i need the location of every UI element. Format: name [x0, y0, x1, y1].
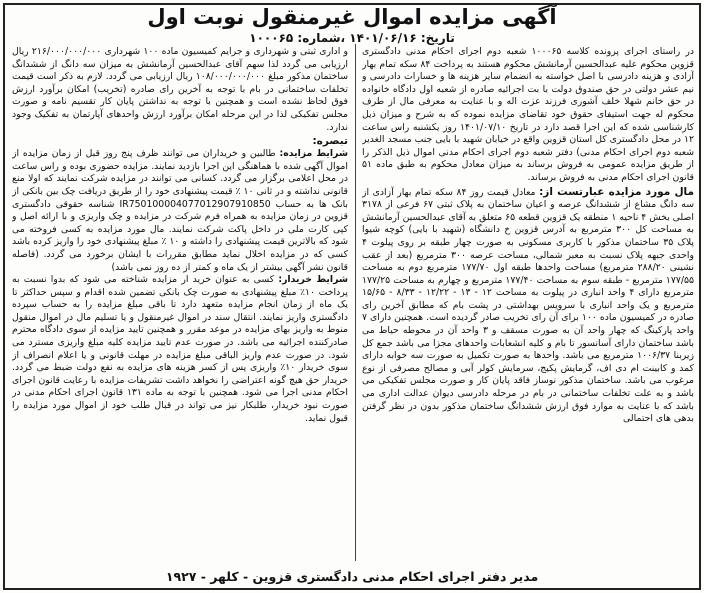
column-divider — [355, 44, 356, 561]
valuation-paragraph: و اداری ثبتی و شهرداری و جرایم کمیسیون ماده ۱۰۰ شهرداری ۲۱۶/۰۰۰/۰۰۰/۰۰۰ ریال ارزیابی می گردد لذا سهم آقای عبدالحسین آرمانشش به میزان سه دانگ از ششدانگ ساختمان مذکور مبلغ ۱۰۸/۰۰۰/۰۰۰/۰۰۰ ریال ارزیابی می گردد. لازم به ذکر است قیمت تخلفات ساختمانی در بام با توجه به آخرین رای صادره (تخریب) امکان برآورد ارزش فوق لحاظ نشده است و همچنین با توجه به نداشتن پایان کار تقسیم نامه و صورت مجلس تفکیکی لذا در این مرحله امکان برآورد ارزش واحدهای آپارتمان به تفکیک وجود ندارد. — [12, 46, 348, 133]
notice-date-number: تاریخ: ۱۴۰۱/۰۶/۱۶ ،شماره: ۱۰۰۰۶۵ — [249, 31, 455, 45]
auction-terms-paragraph — [12, 148, 348, 274]
left-column — [12, 46, 348, 563]
buyer-terms-text: کسی به عنوان خرید ار مزایده شناخته می شود که بدوا نسبت به پرداخت ۱۰٪ مبلغ پیشنهادی به صورت چک بانکی تضمین شده اقدام و سپس حداکثر تا یک ماه از زمان انجام مزایده متعهد دارد تا باقی مبلغ مزایده را به حساب سپرده دادگستری واریز نمایند. انتقال سند در اموال غیرمنقول و یا تسلیم مال در اموال منقول منوط به واریز بهای مزایده در موعد مقرر و همچنین تایید مزایده از سوی دادگاه محترم صادرکننده اجرائیه می باشد. در صورت عدم تایید مزایده کلیه مبلغ واریزی مسترد می شود. در صورت عدم واریز الباقی مبلغ مزایده در مهلت قانونی و یا اعلام انصراف از سوی خریدار ۱۰٪ واریزی پس از کسر هزینه های مزایده به نفع دولت ضبط می گردد. خریدار حق هیچ گونه اعتراضی را نخواهد داشت تشریفات مزایده با رعایت قانون اجرای احکام مدنی اجرا می شود. همچنین با توجه به ماده ۱۳۱ قانون اجرای احکام مدنی در صورت نبود خریدار، طلبکار نیز می تواند در قبال طلب خود از اموال مورد مزایده را قبول نماید. — [12, 274, 348, 424]
buyer-terms-heading: شرایط خریدار: — [278, 274, 348, 286]
intro-paragraph: در راستای اجرای پرونده کلاسه ۱۰۰۰۶۵ شعبه دوم اجرای احکام مدنی دادگستری قزوین محکوم علیه عبدالحسین آرمانشش محکوم هستند به پرداخت ۸۴ سکه تمام بهار آزادی و هزینه دادرسی با اصل خواسته به انضمام سایر هزینه ها و خسارات دادرسی و نیم عشر دولتی در حق صندوق دولت با بت اجرائیه صادره از شعبه اول دادگاه خانواده در حق خانم شهلا خلف آشوری فرزند عزت اله و با عنایت به معرفی مال از طرف محکوم له جهت استیفای حقوق خود تقاضای مزایده نموده که به شرح و میزان ذیل کارشناسی شده که این اجرا قصد دارد در تاریخ ۱۴۰۱/۰۷/۱۰ روز یکشنبه راس ساعت ۱۲ در محل دادگستری کل استان قزوین واقع در خیابان شهید با بایی جنب مسجد الغدیر شعبه دوم اجرای احکام مدنی) دفتر شعبه دوم اجرای احکام مدنی اموال ذیل الذکر را از طریق مزایده عمومی به فروش برساند به میزان معادل محکوم به طبق ماده ۵۱ قانون اجرای احکام مدنی به فروش برساند. — [362, 46, 694, 183]
property-description: معادل قیمت روز ۸۴ سکه تمام بهار آزادی از سه دانگ مشاع از ششدانگ عرصه و اعیان ساختمان به پلاک ثبتی ۶۷ فرعی از ۳۱۷۸ اصلی بخش ۴ ناحیه ۱ منطقه یک قزوین قطعه ۶۵ متعلق به آقای عبدالحسین آرمانشش به مساحت کل ۳۰۰ مترمربع به آدرس قزوین خ دانشگاه (شهید با بایی) کوچه شیوا پلاک ۳۵ ساختمان مذکور با کاربری مسکونی به صورت چهار طبقه بر روی پیلوت ۴ واحدی جبهه پلاک نسبت به معبر شمالی، مساحت عرصه ۳۰۰ مترمربع (بعد از عقب نشینی ۲۸۸/۲۰ مترمربع) مساحت واحدها طبقه اول ۱۷۷/۷۰ مترمربع دوم به مساحت ۱۷۷/۵۵ مترمربع - طبقه سوم به مساحت ۱۷۷/۴۰ مترمربع و چهارم به مساحت ۱۷۷/۲۵ مترمربع دارای ۴ واحد انباری در پیلوت به مساحت ۱۲ - ۱۳ - ۱۲/۲۲ - ۸/۳۳ - ۱۵/۶۵ مترمربع و یک واحد انباری با سرویس بهداشتی در پشت بام که مطابق آخرین رای صادره در کمیسیون ماده ۱۰۰ برای آن رای تخریب صادر گردیده است. همچنین دارای ۷ واحد پارکینگ که چهار واحد آن به صورت مسقف و ۳ واحد آن در محوطه حیاط می باشد ساختمان دارای آسانسور تا بام و کلیه انشعابات واحدهای مجزا می باشد جمع کل زیربنا ۱۰۰۶/۳۷ مترمربع می باشد. واحدها به صورت تکمیل به صورت سه خوابه دارای کمد و کابینت ام دی اف، گرمایش پکیج، سرمایش کولر آبی و مصالح مصرفی از نوع مرغوب می باشد. ساختمان مذکور نوساز فاقد پایان کار و صورت مجلس تفکیکی می باشد و به علت تخلفات ساختمانی در بام در مرحله دادرسی دیوان عدالت اداری می باشد که با عنایت به موارد فوق ارزش ششدانگ ساختمان مذکور بدون در نظر گرفتن بدهی های احتمالی — [362, 186, 694, 425]
property-paragraph — [362, 185, 694, 426]
buyer-terms-paragraph — [12, 274, 348, 425]
notice-title: آگهی مزایده اموال غیرمنقول نوبت اول — [147, 5, 557, 29]
auction-terms-heading: شرایط مزایده: — [279, 148, 348, 160]
right-column — [362, 46, 694, 563]
signature-line: مدیر دفتر اجرای احکام مدنی دادگستری قزوین - کلهر - ۱۹۲۷ — [165, 569, 539, 584]
notes-heading: تبصره: — [312, 135, 348, 148]
notice-header — [0, 4, 704, 46]
property-heading: مال مورد مزایده عبارتست از: — [539, 185, 694, 198]
auction-terms-text: طالبین و خریداران می توانند ظرف پنج روز قبل از زمان مزایده از اموال آگهی شده با هماهنگی این اجرا بازدید نمایند. مزایده حضوری بوده و راس ساعت در محل اعلامی برگزار می گردد. کسانی می توانند در مزایده شرکت نمایند که اولا منع قانونی نداشته و در ثانی ۱۰ ٪ قیمت پیشنهادی خود را از طریق دریافت چک بین بانکی از بانک ها به حساب IR750100004077012907910850 شناسه حقوقی دادگستری قزوین در زمان مزایده به همراه فرم شرکت در مزایده و چک واریزی و با ارائه اصل و کپی کارت ملی در داخل پاکت شرکت نمایند. مال مورد مزایده به کسی فروخته می شود که بالاترین قیمت پیشنهادی را داشته و ۱۰ ٪ مبلغ پیشنهادی خود را واریز کرده باشد کسی که در مزایده اخلال نماید مطابق مقررات با ایشان برخورد می گردد. (فاصله قانون نشر آگهی بیشتر از یک ماه و کمتر از ده روز نمی باشد) — [12, 148, 348, 273]
